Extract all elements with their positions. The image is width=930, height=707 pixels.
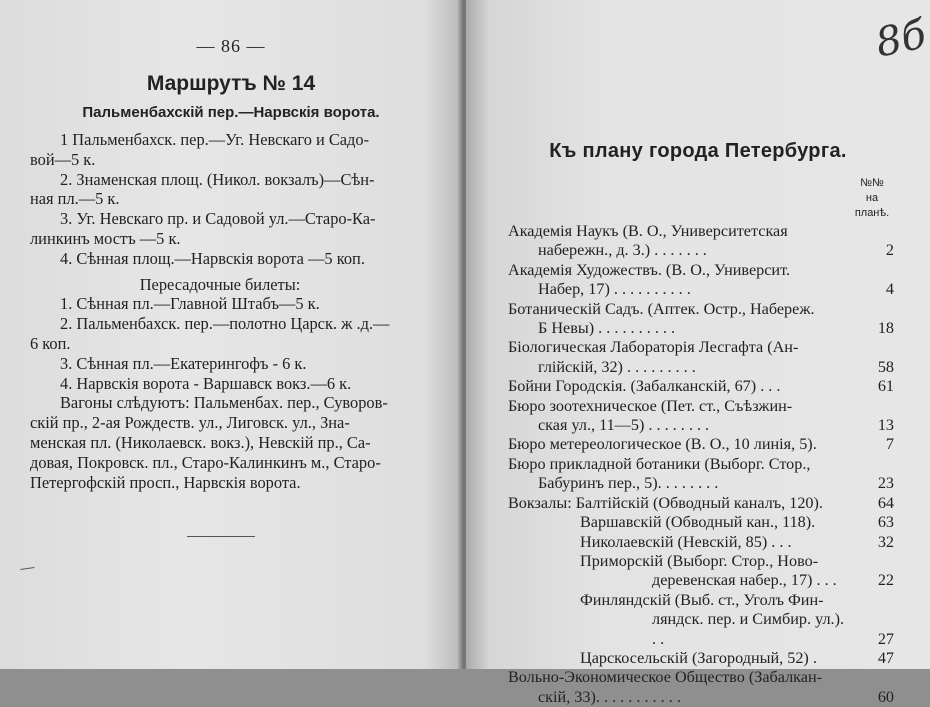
route-title: Маршрутъ № 14 [146, 72, 316, 95]
entry-page: 13 [877, 416, 894, 435]
text-line: вой—5 к. [30, 149, 96, 169]
text-line: скій пр., 2-ая Рождеств. ул., Лиговск. ул., Зна- [30, 413, 350, 433]
entry-text: Біологическая Лабораторія Лесгафта (Ан- [508, 338, 799, 357]
index-entry [508, 261, 894, 300]
entry-page: 4 [885, 280, 894, 299]
entry-text: Набер, 17) . . . . . . . . . . [538, 280, 691, 299]
entry-page: 63 [877, 513, 894, 532]
index-sub-entry [508, 649, 894, 668]
text-line: 2. Знаменская площ. (Никол. вокзалъ)—Сѣн- [60, 169, 375, 189]
index-entry [508, 397, 894, 436]
entry-text: Приморскій (Выборг. Стор., Ново- [580, 551, 819, 570]
entry-text: ляндск. пер. и Симбир. ул.). . . [652, 610, 845, 648]
text-line: 3. Сѣнная пл.—Екатерингофъ - 6 к. [60, 353, 307, 373]
entry-page: 32 [877, 532, 894, 551]
entry-text: деревенская набер., 17) . . . [652, 571, 837, 590]
text-line: 6 коп. [30, 333, 71, 353]
entry-text: ская ул., 11—5) . . . . . . . . [538, 416, 710, 435]
text-line: 1. Сѣнная пл.—Главной Штабъ—5 к. [60, 294, 320, 314]
entry-text: Б Невы) . . . . . . . . . . [538, 319, 676, 338]
index-entry [508, 300, 894, 339]
entry-text: Финляндскій (Выб. ст., Уголъ Фин- [580, 590, 824, 609]
text-line: Пересадочные билеты: [139, 274, 301, 294]
entry-page: 18 [877, 319, 894, 338]
entry-page: 7 [885, 435, 894, 454]
entry-page: 64 [877, 493, 894, 512]
index-entry [508, 435, 894, 454]
index-sub-entry [508, 591, 894, 649]
entry-text: Академія Наукъ (В. О., Университетская [508, 222, 788, 240]
entry-page: 58 [877, 357, 894, 376]
index-entry [508, 222, 894, 261]
route-subtitle: Пальменбахскій пер.—Нарвскія ворота. [82, 104, 380, 121]
column-header-line: №№ [860, 177, 884, 189]
left-page [0, 0, 462, 669]
text-line: линкинъ мостъ —5 к. [30, 228, 181, 248]
text-line: довая, Покровск. пл., Старо-Калинкинъ м., Старо- [30, 452, 381, 472]
index-sub-entry [508, 513, 894, 532]
entry-text: Бабуринъ пер., 5). . . . . . . . [538, 474, 719, 493]
column-header-line: на [865, 192, 879, 204]
index-entry [508, 668, 894, 707]
entry-page: 47 [877, 648, 894, 667]
route-text [30, 130, 430, 492]
entry-page: 61 [877, 377, 894, 396]
entry-page: 22 [877, 571, 894, 590]
entry-text: Бойни Городскія. (Забалканскій, 67) . . . [508, 377, 781, 396]
entry-text: Ботаническій Садъ. (Аптек. Остр., Набереж. [508, 299, 815, 318]
margin-mark [20, 561, 35, 570]
index-sub-entry [508, 533, 894, 552]
text-line: Вагоны слѣдуютъ: Пальменбах. пер., Суворов- [60, 393, 388, 413]
index-entry [508, 377, 894, 396]
index-entry [508, 455, 894, 494]
text-line: ная пл.—5 к. [30, 189, 120, 209]
column-header-line: планѣ. [854, 207, 890, 219]
text-line: 4. Сѣнная площ.—Нарвскія ворота —5 коп. [60, 248, 365, 268]
index-title: Къ плану города Петербурга. [549, 140, 847, 162]
entry-text: Бюро метереологическое (В. О., 10 линія, 5). [508, 435, 817, 454]
entry-text: Николаевскій (Невскій, 85) . . . [580, 532, 792, 551]
index-list [508, 222, 894, 707]
entry-text: набережн., д. 3.) . . . . . . . [538, 241, 707, 260]
entry-page: 60 [877, 687, 894, 706]
text-line: менская пл. (Николаевск. вокз.), Невскій пр., Са- [30, 432, 371, 452]
entry-text: Академія Художествъ. (В. О., Университ. [508, 260, 790, 279]
entry-text: Варшавскій (Обводный кан., 118). [580, 513, 816, 532]
text-line: 2. Пальменбахск. пер.—полотно Царск. ж .д.— [60, 314, 390, 334]
entry-page: 27 [877, 629, 894, 648]
entry-page: 23 [877, 474, 894, 493]
handwritten-mark: 8б [871, 11, 930, 67]
entry-text: Бюро прикладной ботаники (Выборг. Стор., [508, 454, 811, 473]
entry-text: Царскосельскій (Загородный, 52) . [580, 648, 817, 667]
entry-page: 2 [885, 241, 894, 260]
page-number: — 86 — [196, 36, 266, 56]
text-line: 4. Нарвскія ворота - Варшавск вокз.—6 к. [60, 373, 352, 393]
entry-text: Бюро зоотехническое (Пет. ст., Съѣзжин- [508, 396, 793, 415]
column-header [840, 176, 904, 221]
entry-text: глійскій, 32) . . . . . . . . . [538, 357, 696, 376]
entry-text: Вольно-Экономическое Общество (Забалкан- [508, 668, 823, 687]
index-entry [508, 338, 894, 377]
index-entry [508, 494, 894, 513]
text-line: Петергофскій просп., Нарвскія ворота. [30, 472, 301, 492]
index-sub-entry [508, 552, 894, 591]
divider-rule [187, 536, 255, 537]
entry-text: скій, 33). . . . . . . . . . . [538, 687, 681, 706]
text-line: 1 Пальменбахск. пер.—Уг. Невскаго и Садо- [60, 130, 370, 149]
text-line: 3. Уг. Невскаго пр. и Садовой ул.—Старо-Ка- [60, 209, 376, 229]
entry-text: Вокзалы: Балтійскій (Обводный каналъ, 120). [508, 493, 823, 512]
